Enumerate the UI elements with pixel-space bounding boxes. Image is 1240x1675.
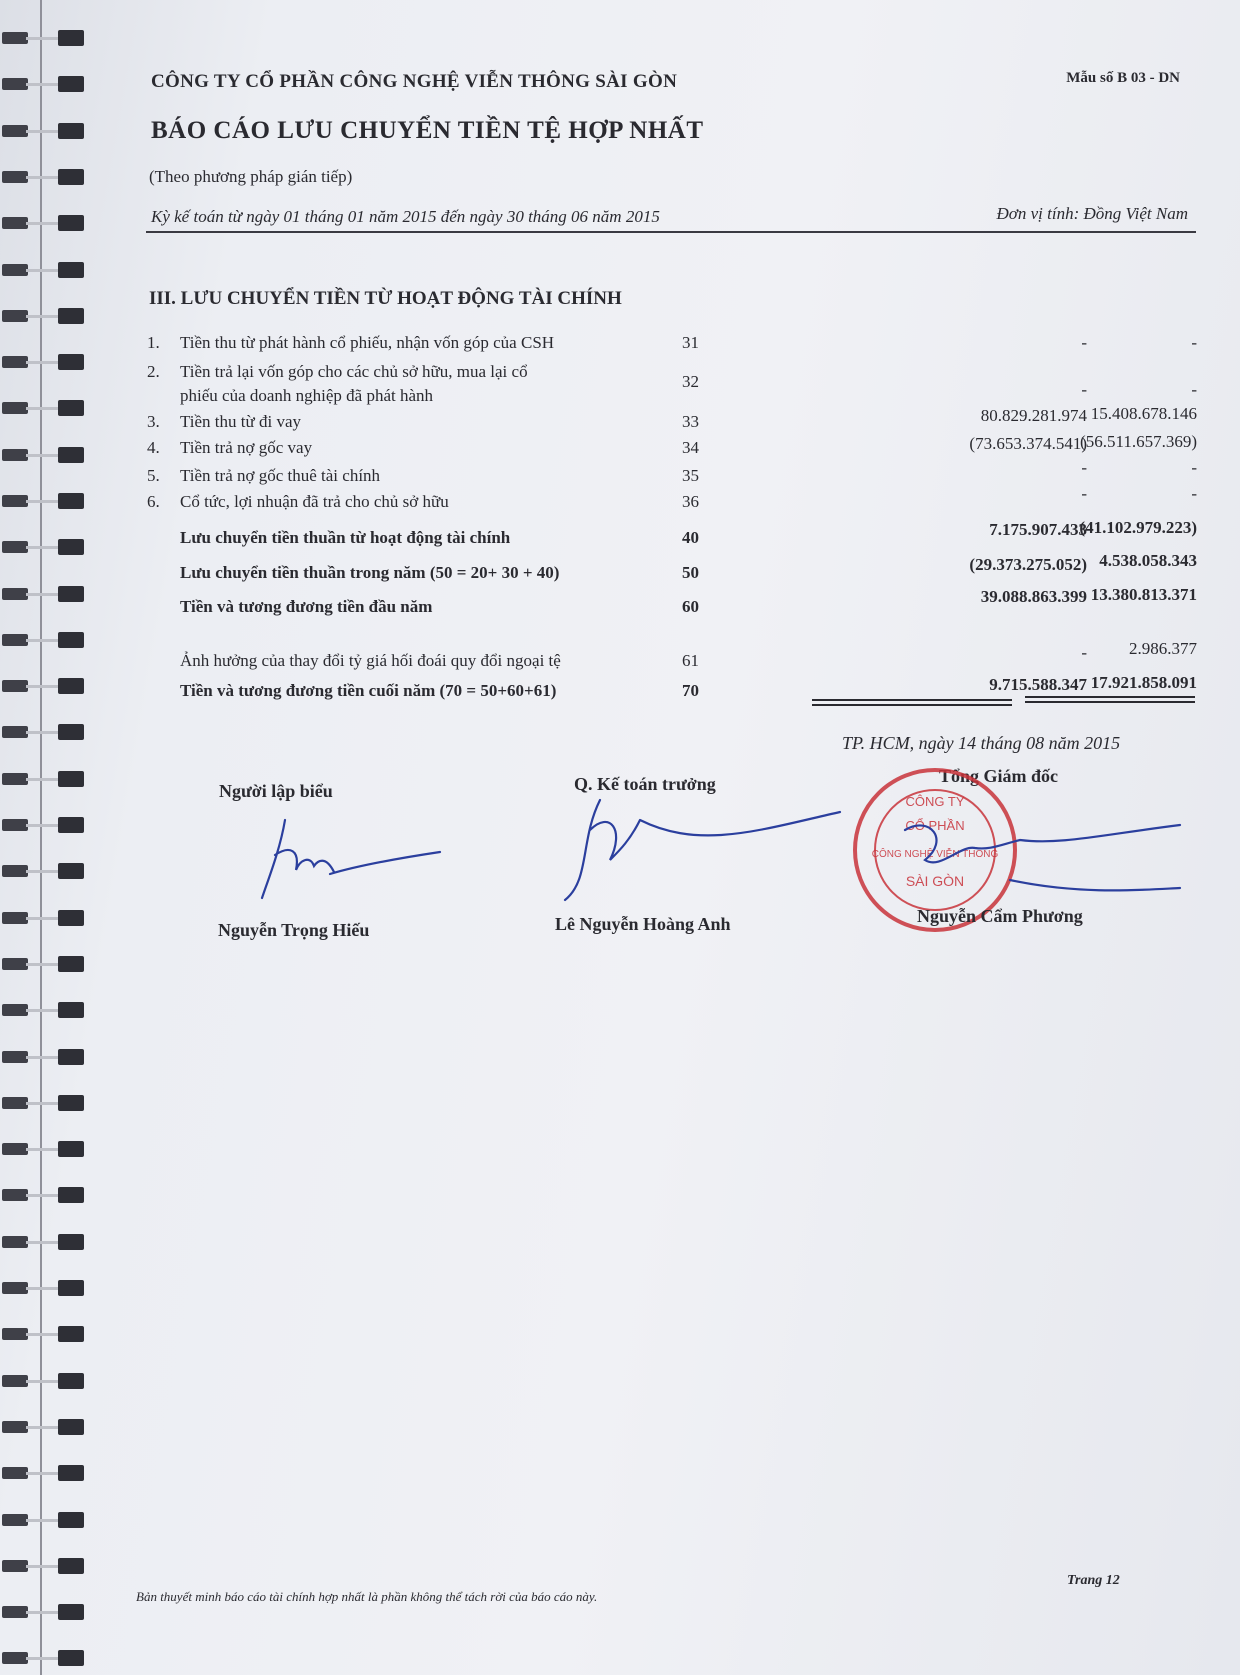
- row-label-continued: phiếu của doanh nghiệp đã phát hành: [180, 386, 434, 405]
- current-period-value: 9.715.588.347: [989, 675, 1087, 694]
- current-period-value: (73.653.374.541): [969, 434, 1087, 453]
- prior-period-value: -: [1191, 458, 1197, 477]
- prior-period-value: 15.408.678.146: [1090, 404, 1197, 423]
- prior-period-value: 17.921.858.091: [1090, 673, 1197, 692]
- section-title: III. LƯU CHUYỂN TIỀN TỪ HOẠT ĐỘNG TÀI CHÍNH: [149, 288, 622, 309]
- row-code: 36: [682, 492, 699, 511]
- prior-period-value: 4.538.058.343: [1099, 551, 1197, 570]
- row-code: 60: [682, 597, 699, 616]
- row-number: 3.: [147, 412, 160, 431]
- preparer-title: Người lập biểu: [219, 781, 333, 801]
- current-period-value: -: [1081, 380, 1087, 399]
- row-code: 70: [682, 681, 699, 700]
- current-period-value: 80.829.281.974: [980, 406, 1087, 425]
- report-title: BÁO CÁO LƯU CHUYỂN TIỀN TỆ HỢP NHẤT: [151, 117, 704, 144]
- row-code: 31: [682, 333, 699, 352]
- current-period-value: -: [1081, 484, 1087, 503]
- prior-period-value: -: [1191, 380, 1197, 399]
- company-name: CÔNG TY CỔ PHẦN CÔNG NGHỆ VIỄN THÔNG SÀI GÒN: [151, 71, 678, 92]
- row-code: 40: [682, 528, 699, 547]
- row-label: Tiền và tương đương tiền cuối năm (70 = 50+60+61): [180, 681, 557, 700]
- row-code: 35: [682, 466, 699, 485]
- current-period-value: -: [1081, 458, 1087, 477]
- prior-period-value: 13.380.813.371: [1090, 585, 1197, 604]
- form-code: Mẫu số B 03 - DN: [1066, 70, 1180, 86]
- current-period-value: (29.373.275.052): [969, 555, 1087, 574]
- row-number: 5.: [147, 466, 160, 485]
- row-number: 1.: [147, 333, 160, 352]
- row-code: 33: [682, 412, 699, 431]
- row-code: 61: [682, 651, 699, 670]
- row-label: Tiền trả lại vốn góp cho các chủ sở hữu, mua lại cổ: [180, 362, 528, 381]
- stamp-text: CÔNG NGHỆ VIỄN THÔNG: [871, 849, 999, 860]
- current-period-value: 39.088.863.399: [980, 587, 1087, 606]
- preparer-signature: [262, 820, 440, 898]
- row-label: Ảnh hưởng của thay đổi tỷ giá hối đoái quy đổi ngoại tệ: [180, 651, 561, 670]
- row-label: Tiền thu từ đi vay: [180, 412, 301, 431]
- prior-period-value: (41.102.979.223): [1079, 518, 1197, 537]
- prior-period-value: 2.986.377: [1129, 639, 1197, 658]
- handwritten-signatures: [262, 800, 1180, 900]
- footer-note: Bản thuyết minh báo cáo tài chính hợp nhất là phần không thể tách rời của báo cáo này.: [136, 1589, 598, 1604]
- page-number: Trang 12: [1067, 1573, 1120, 1588]
- accountant-name: Lê Nguyễn Hoàng Anh: [555, 914, 731, 934]
- row-number: 4.: [147, 438, 160, 457]
- row-label: Tiền trả nợ gốc vay: [180, 438, 313, 457]
- row-label: Tiền trả nợ gốc thuê tài chính: [180, 466, 381, 485]
- stamp-text: SÀI GÒN: [905, 873, 965, 889]
- row-label: Tiền thu từ phát hành cổ phiếu, nhận vốn góp của CSH: [180, 333, 555, 352]
- director-name: Nguyễn Cẩm Phương: [917, 906, 1083, 926]
- currency-unit: Đơn vị tính: Đồng Việt Nam: [996, 204, 1188, 223]
- row-code: 50: [682, 563, 699, 582]
- accountant-title: Q. Kế toán trưởng: [574, 774, 716, 794]
- row-label: Lưu chuyển tiền thuần trong năm (50 = 20+ 30 + 40): [180, 563, 560, 582]
- prior-period-value: (56.511.657.369): [1080, 432, 1197, 451]
- stamp-text: CỔ PHẦN: [905, 818, 965, 833]
- row-number: 6.: [147, 492, 160, 511]
- preparer-name: Nguyễn Trọng Hiếu: [218, 920, 370, 940]
- current-period-value: 7.175.907.433: [989, 520, 1087, 539]
- director-title: Tổng Giám đốc: [939, 766, 1059, 786]
- row-label: Lưu chuyển tiền thuần từ hoạt động tài chính: [180, 528, 511, 547]
- current-period-value: -: [1081, 643, 1087, 662]
- current-period-value: -: [1081, 333, 1087, 352]
- prior-period-value: -: [1191, 333, 1197, 352]
- row-code: 32: [682, 372, 699, 391]
- row-number: 2.: [147, 362, 160, 381]
- report-subtitle: (Theo phương pháp gián tiếp): [149, 167, 353, 186]
- place-date: TP. HCM, ngày 14 tháng 08 năm 2015: [842, 733, 1121, 753]
- accountant-signature: [565, 800, 840, 900]
- prior-period-value: -: [1191, 484, 1197, 503]
- row-code: 34: [682, 438, 699, 457]
- row-label: Tiền và tương đương tiền đầu năm: [180, 597, 433, 616]
- accounting-period: Kỳ kế toán từ ngày 01 tháng 01 năm 2015 đến ngày 30 tháng 06 năm 2015: [151, 207, 660, 226]
- row-label: Cổ tức, lợi nhuận đã trả cho chủ sở hữu: [180, 492, 449, 511]
- stamp-text: CÔNG TY: [905, 794, 965, 809]
